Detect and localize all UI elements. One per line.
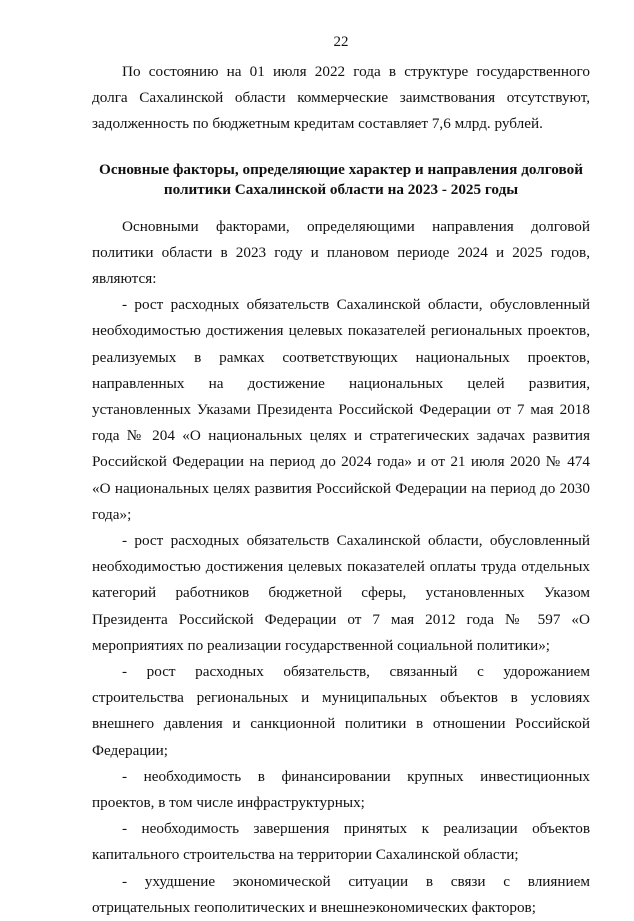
document-page	[92, 30, 590, 921]
list-item: - необходимость завершения принятых к реализации объектов капитального строительства на территории Сахалинской области;	[92, 820, 590, 864]
list-item: - рост расходных обязательств Сахалинской области, обусловленный необходимостью достижения целевых показателей оплаты труда отдельных категорий работников бюджетной сферы, установленных Указом Президента Российской Федерации от 7 мая 2012 года № 597 «О мероприятиях по реализации государственной социальной политики»;	[92, 532, 590, 654]
section-heading-line-2: политики Сахалинской области на 2023 - 2025 годы	[163, 180, 519, 198]
list-item: - ухудшение экономической ситуации в связи с влиянием отрицательных геополитических и внешнеэкономических факторов;	[92, 872, 590, 916]
lead-paragraph: Основными факторами, определяющими направления долговой политики области в 2023 году и плановом периоде 2024 и 2025 годов, являются:	[92, 217, 590, 288]
section-heading-line-1: Основные факторы, определяющие характер и направления долговой	[99, 160, 583, 178]
list-item: - необходимость в финансировании крупных инвестиционных проектов, в том числе инфраструктурных;	[92, 767, 590, 812]
list-item: - рост расходных обязательств, связанный с удорожанием строительства региональных и муниципальных объектов в условиях внешнего давления и санкционной политики в отношении Российской Федерации;	[92, 663, 590, 759]
section-heading	[92, 160, 590, 200]
list-item: - рост расходных обязательств Сахалинской области, обусловленный необходимостью достижения целевых показателей региональных проектов, реализуемых в рамках соответствующих национальных проектов, направленных на достижение национальных целей развития, установленных Указами Президента Российской Федерации от 7 мая 2018 года № 204 «О национальных целях и стратегических задачах развития Российской Федерации на период до 2024 года» и от 21 июля 2020 № 474 «О национальных целях развития Российской Федерации на период до 2030 года»;	[92, 296, 590, 523]
intro-paragraph: По состоянию на 01 июля 2022 года в структуре государственного долга Сахалинской области коммерческие заимствования отсутствуют, задолженность по бюджетным кредитам составляет 7,6 млрд. рублей.	[92, 63, 590, 133]
page-number: 22	[333, 34, 349, 50]
